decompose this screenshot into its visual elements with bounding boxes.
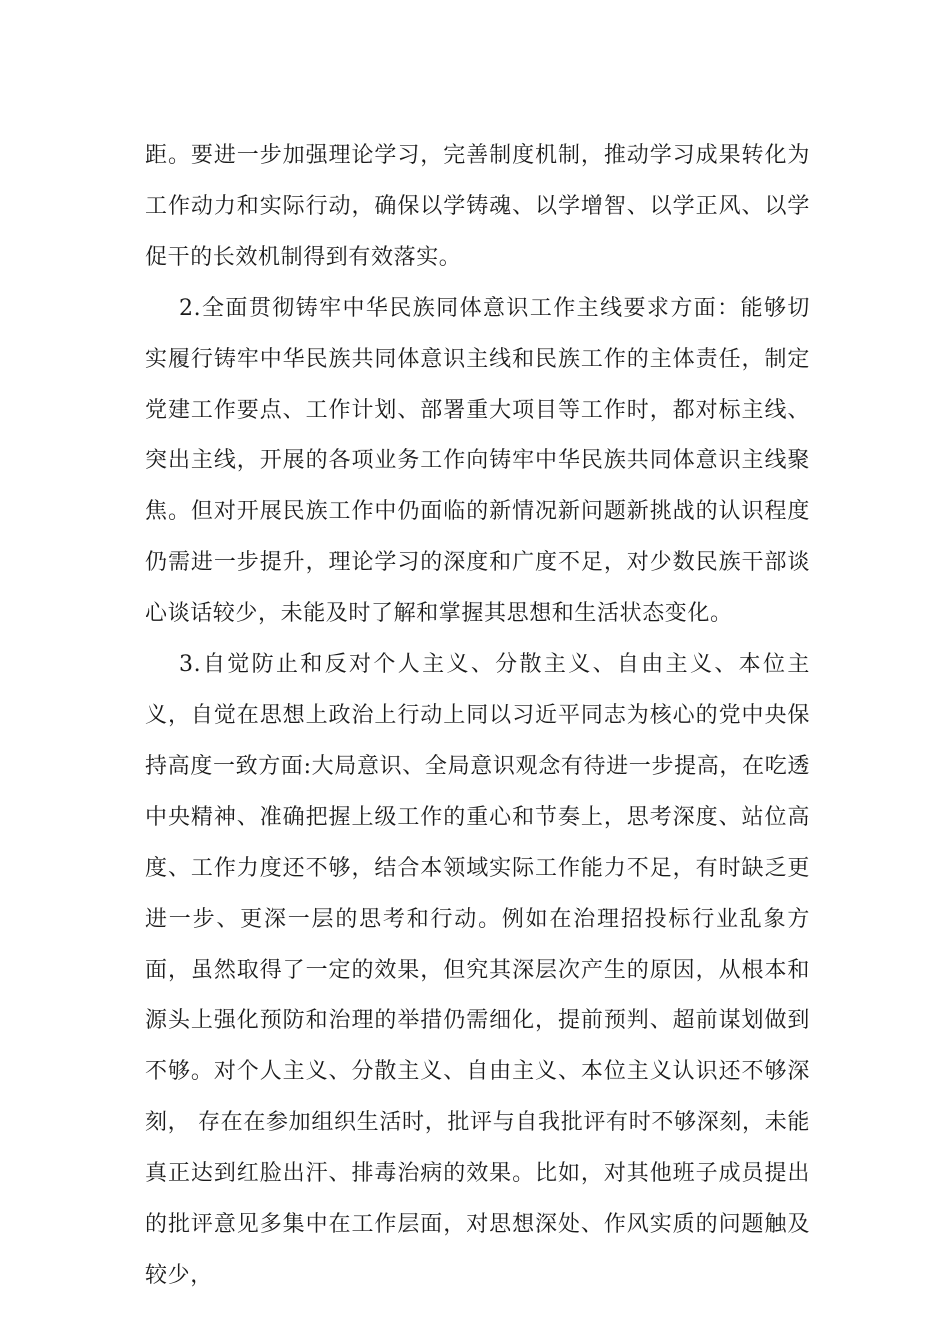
paragraph-item-3: 3.自觉防止和反对个人主义、分散主义、自由主义、本位主义，自觉在思想上政治上行动上同以习近平同志为核心的党中央保持高度一致方面:大局意识、全局意识观念有待进一步提高，在吃透中央精神、准确把握上级工作的重心和节奏上，思考深度、站位高度、工作力度还不够，结合本领域实际工作能力不足，有时缺乏更进一步、更深一层的思考和行动。例如在治理招投标行业乱象方面，虽然取得了一定的效果，但究其深层次产生的原因，从根本和源头上强化预防和治理的举措仍需细化，提前预判、超前谋划做到不够。对个人主义、分散主义、自由主义、本位主义认识还不够深刻， 存在在参加组织生活时，批评与自我批评有时不够深刻，未能真正达到红脸出汗、排毒治病的效果。比如，对其他班子成员提出的批评意见多集中在工作层面，对思想深处、作风实质的问题触及较少， xyxy=(145,652,810,1288)
document-body xyxy=(145,131,810,1302)
paragraph-item-2: 2.全面贯彻铸牢中华民族同体意识工作主线要求方面：能够切实履行铸牢中华民族共同体意识主线和民族工作的主体责任，制定党建工作要点、工作计划、部署重大项目等工作时，都对标主线、突出主线，开展的各项业务工作向铸牢中华民族共同体意识主线聚焦。但对开展民族工作中仍面临的新情况新问题新挑战的认识程度仍需进一步提升，理论学习的深度和广度不足，对少数民族干部谈心谈话较少，未能及时了解和掌握其思想和生活状态变化。 xyxy=(145,295,810,627)
paragraph-continuation: 距。要进一步加强理论学习，完善制度机制，推动学习成果转化为工作动力和实际行动，确保以学铸魂、以学增智、以学正风、以学促干的长效机制得到有效落实。 xyxy=(145,143,810,270)
